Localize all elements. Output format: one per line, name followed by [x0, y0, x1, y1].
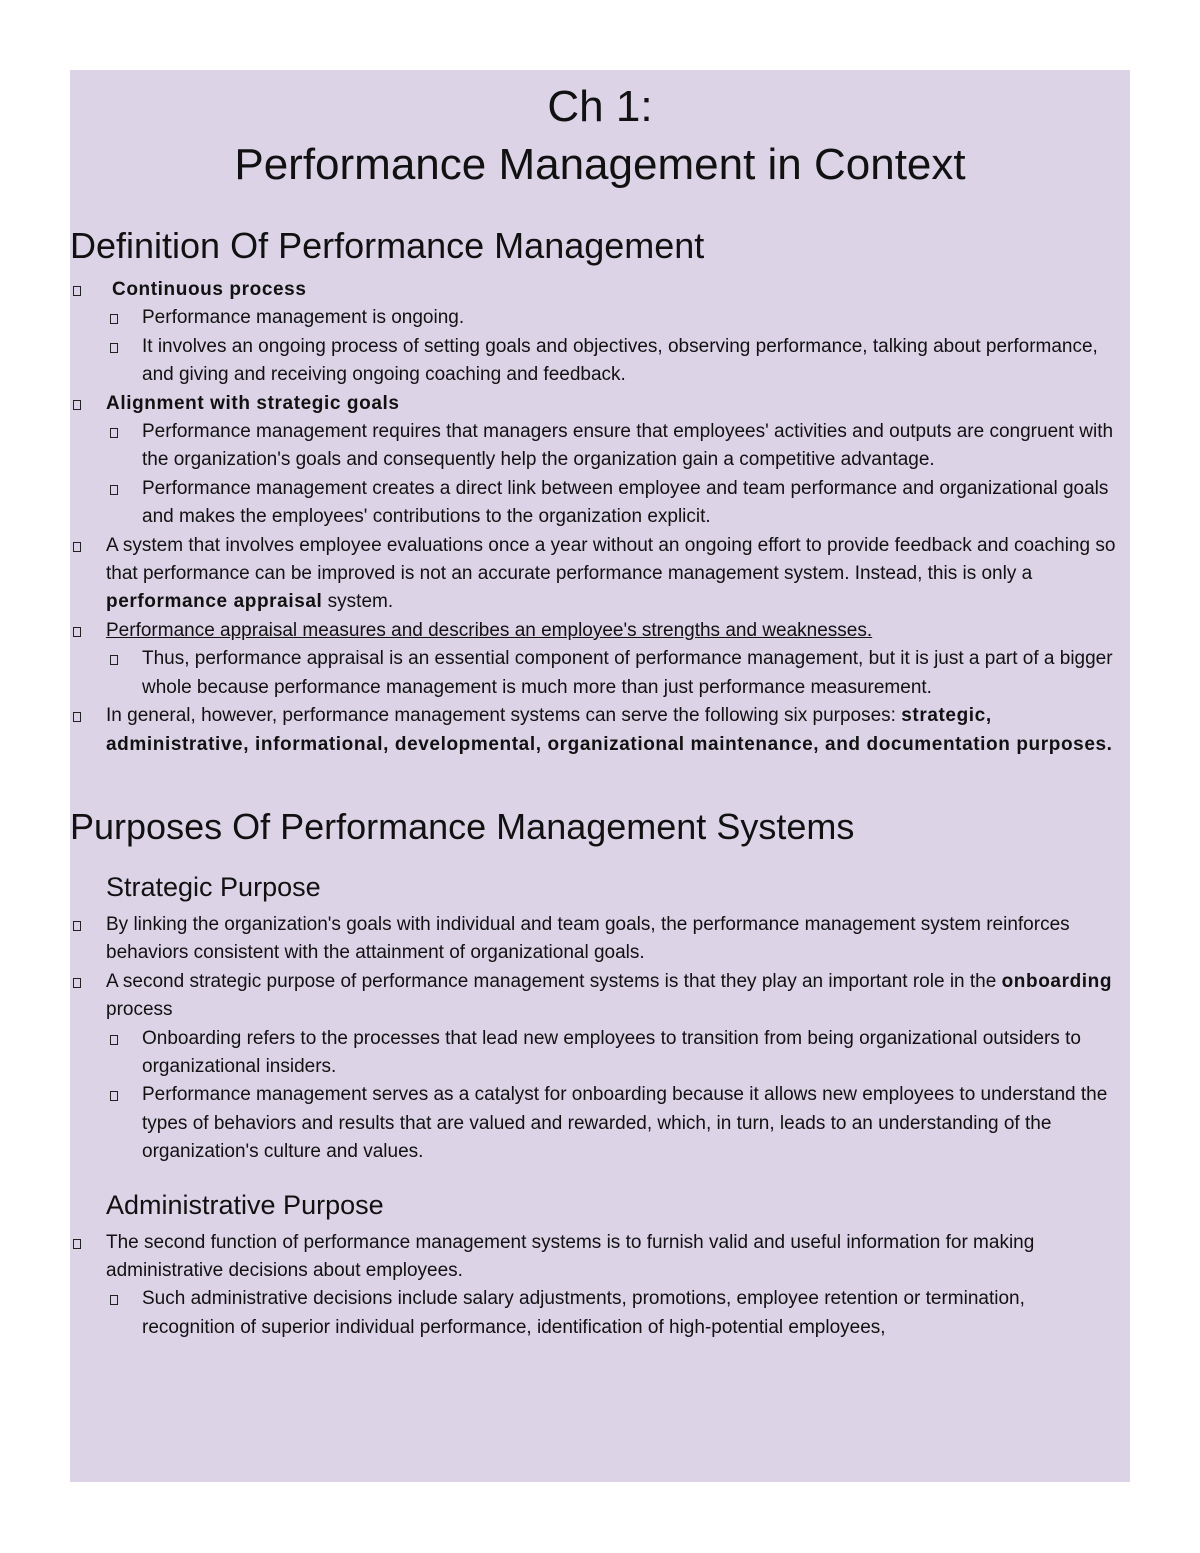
bullet-icon: [110, 343, 118, 353]
document-page: [70, 70, 1130, 1482]
bullet-icon: [73, 978, 81, 988]
list-item: [70, 418, 1122, 475]
bullet-icon: [110, 1295, 118, 1305]
bullet-icon: [73, 286, 81, 296]
item-text: process: [106, 999, 173, 1021]
purposes-heading: Purposes Of Performance Management Systems: [70, 805, 855, 847]
bullet-icon: [110, 1091, 118, 1101]
bold-term: onboarding: [1001, 970, 1113, 992]
bullet-icon: [73, 542, 81, 552]
item-text: The second function of performance management systems is to furnish valid and useful information for making administrative decisions about employees.: [106, 1231, 1035, 1281]
bold-term: performance appraisal: [106, 591, 323, 613]
item-text: Performance management creates a direct link between employee and team performance and organizational goals and makes the employees' contributions to the organization explicit.: [142, 477, 1109, 528]
list-item: [70, 702, 1120, 759]
bullet-icon: [110, 1035, 118, 1045]
bullet-icon: [110, 485, 118, 495]
list-item: [70, 968, 1120, 1025]
list-item: [70, 333, 1122, 390]
item-text: By linking the organization's goals with individual and team goals, the performance management system reinforces behaviors consistent with the attainment of organizational goals.: [106, 913, 1070, 964]
list-item: [70, 276, 1120, 304]
list-item: [70, 645, 1122, 702]
strategic-purpose-heading: Strategic Purpose: [106, 871, 321, 902]
list-item: [70, 1229, 1120, 1286]
bullet-icon: [110, 314, 118, 324]
definition-heading: Definition Of Performance Management: [70, 225, 705, 266]
bold-term: strategic, administrative, informational, developmental, organizational maintenance, and documentation purposes.: [106, 705, 1113, 755]
chapter-name: Performance Management in Context: [234, 140, 966, 189]
bullet-icon: [73, 921, 81, 931]
bullet-icon: [73, 400, 81, 410]
underlined-text: Performance appraisal measures and describes an employee's strengths and weaknesses.: [106, 619, 873, 641]
chapter-number: Ch 1:: [547, 82, 653, 131]
chapter-title: [70, 78, 1130, 194]
bullet-icon: [73, 627, 81, 637]
item-text: Onboarding refers to the processes that lead new employees to transition from being organizational outsiders to organizational insiders.: [142, 1027, 1081, 1077]
item-text: It involves an ongoing process of setting goals and objectives, observing performance, talking about performance, and giving and receiving ongoing coaching and feedback.: [142, 335, 1098, 386]
bullet-icon: [73, 712, 81, 722]
list-item: [70, 304, 1122, 332]
list-item: [70, 532, 1120, 617]
item-text: Performance management requires that managers ensure that employees' activities and outputs are congruent with the organization's goals and consequently help the organization gain a competitive advantage.: [142, 421, 1114, 471]
item-text: Thus, performance appraisal is an essential component of performance management, but it is just a part of a bigger whole because performance management is much more than just performance measurement.: [142, 648, 1113, 698]
item-text: Performance management is ongoing.: [142, 307, 465, 329]
list-item: [70, 390, 1120, 418]
item-text: A second strategic purpose of performance management systems is that they play an important role in the: [106, 970, 1002, 992]
bullet-icon: [110, 655, 118, 665]
item-text: Such administrative decisions include salary adjustments, promotions, employee retention or termination, recognition of superior individual performance, identification of high-potential employees,: [142, 1288, 1025, 1338]
bullet-icon: [110, 428, 118, 438]
bullet-icon: [73, 1239, 81, 1249]
item-text: In general, however, performance management systems can serve the following six purposes:: [106, 705, 902, 727]
list-item: [70, 475, 1122, 532]
list-item: [70, 1025, 1122, 1082]
item-text: system.: [322, 591, 394, 613]
list-item: [70, 1081, 1122, 1166]
item-text: A system that involves employee evaluations once a year without an ongoing effort to provide feedback and coaching so that performance can be improved is not an accurate performance management system. Instead, this is only a: [106, 534, 1116, 585]
administrative-purpose-heading: Administrative Purpose: [106, 1189, 384, 1220]
bold-term: Continuous process: [112, 279, 307, 300]
item-text: Performance management serves as a catalyst for onboarding because it allows new employees to understand the types of behaviors and results that are valued and rewarded, which, in turn, leads to an understanding of the organization's culture and values.: [142, 1084, 1108, 1163]
list-item: [70, 617, 1120, 645]
list-item: [70, 1285, 1122, 1342]
bold-term: Alignment with strategic goals: [106, 392, 400, 414]
list-item: [70, 911, 1120, 968]
